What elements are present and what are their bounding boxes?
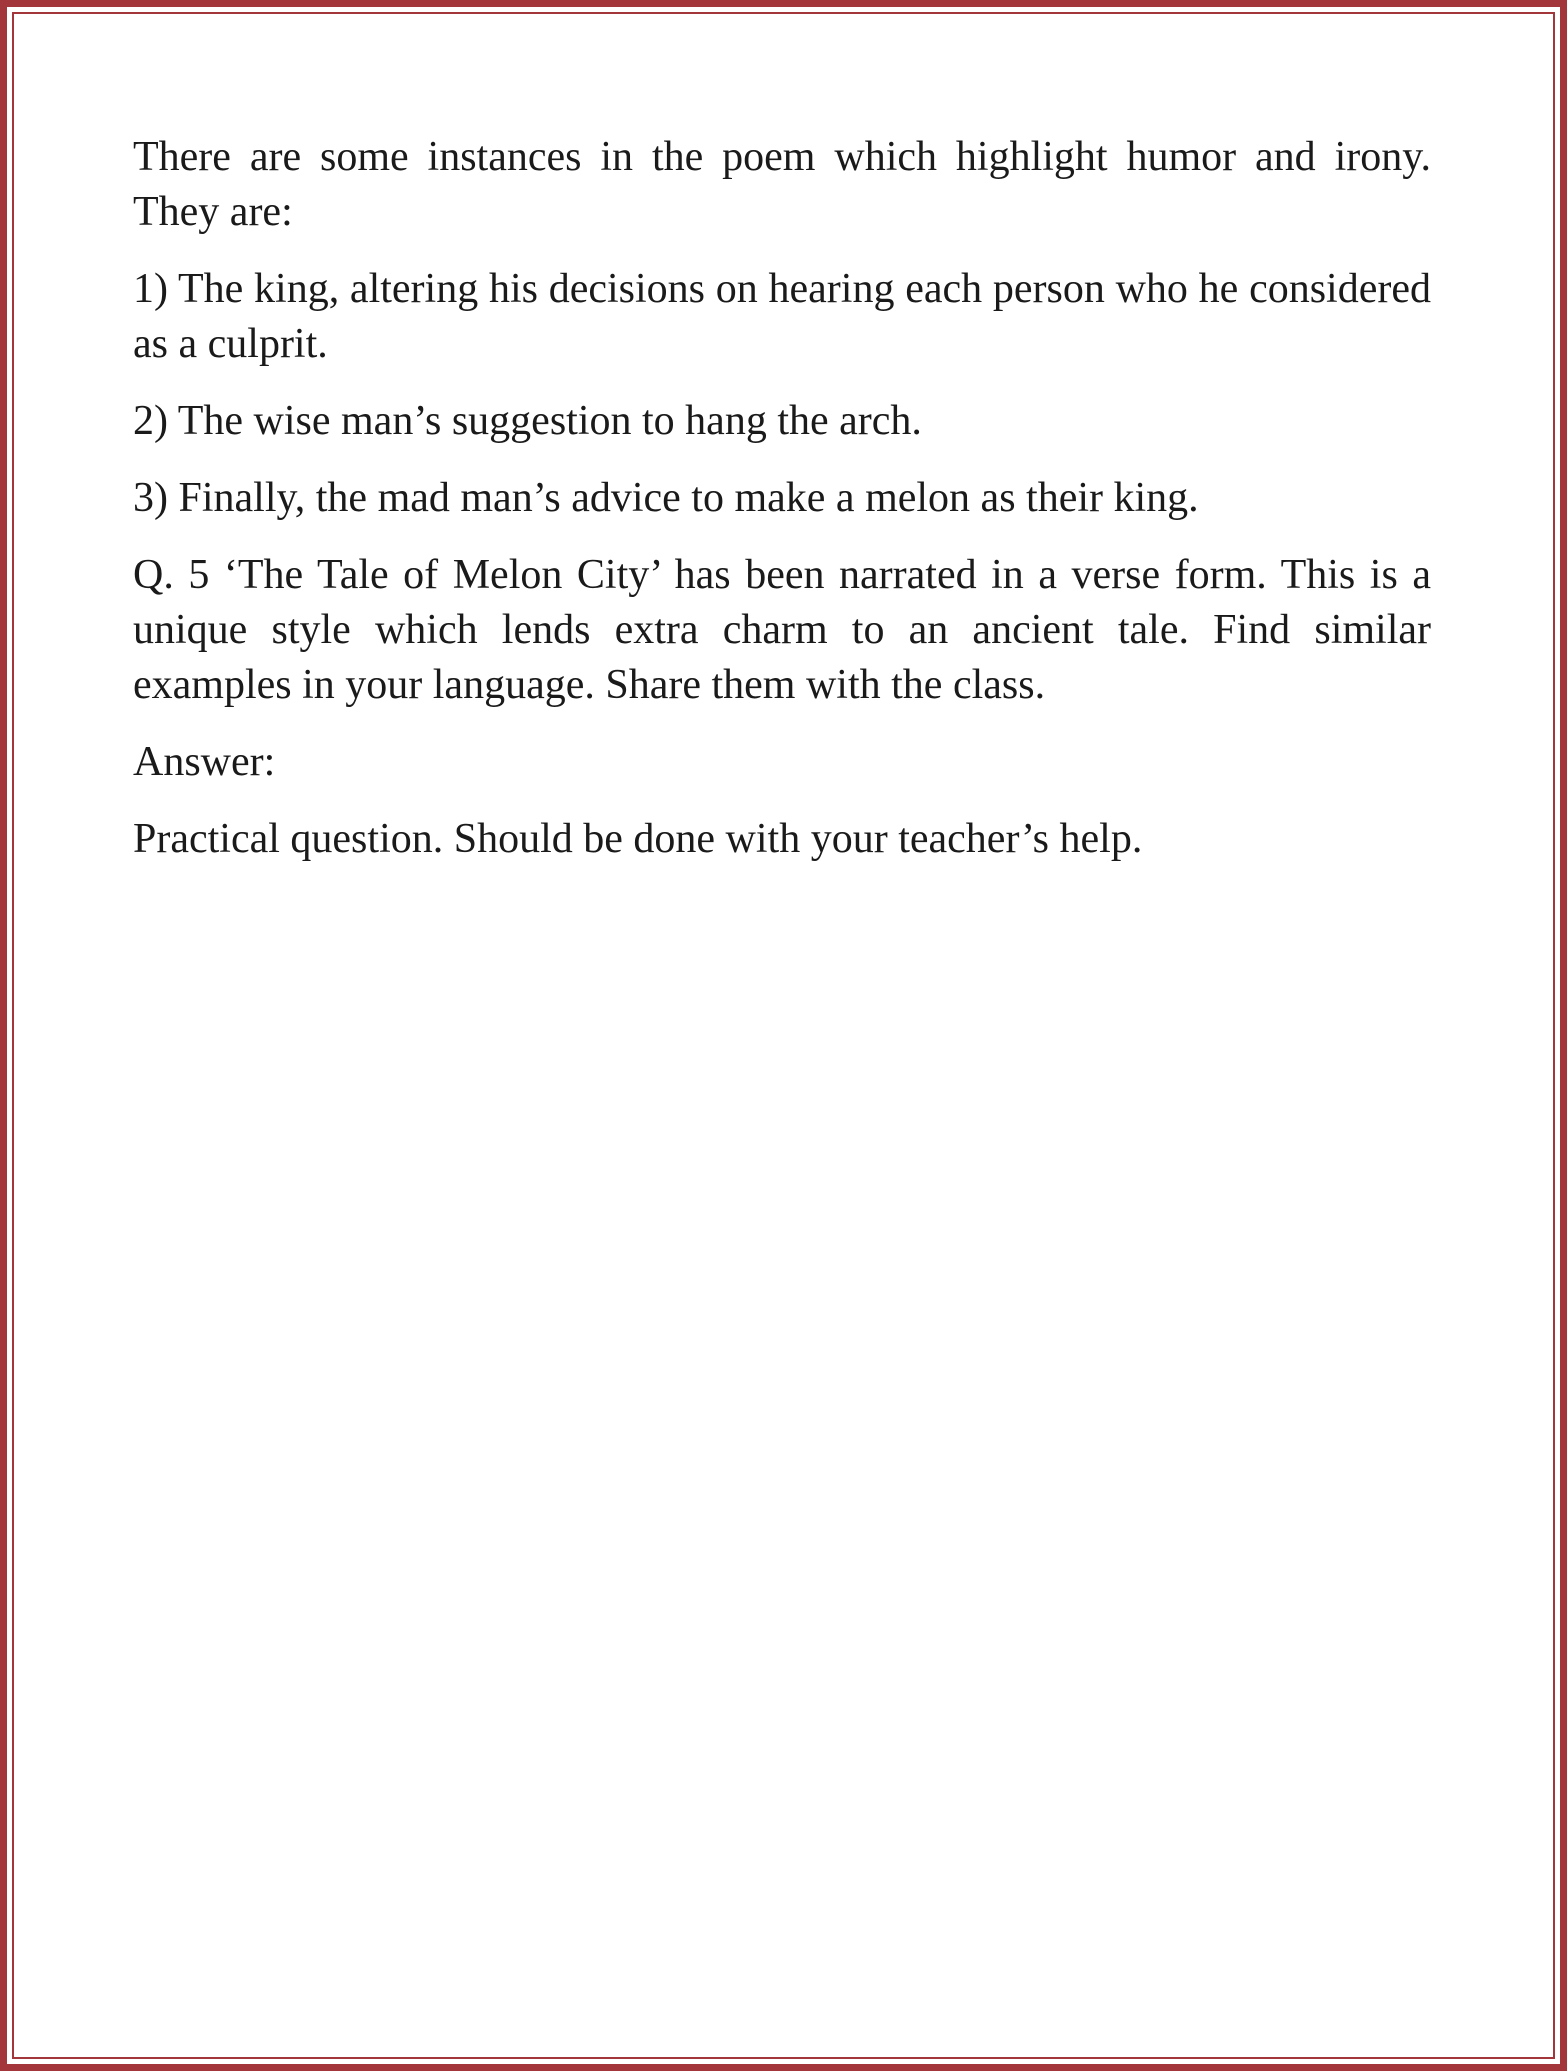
answer-text: Practical question. Should be done with your teacher’s help. [133,816,1143,862]
list-item-3: 3) Finally, the mad man’s advice to make a melon as their king. [133,475,1199,521]
answer-label: Answer: [133,739,276,785]
list-item-1: 1) The king, altering his decisions on hearing each person who he considered as a culprit. [133,266,1431,367]
intro-paragraph: There are some instances in the poem which highlight humor and irony. They are: [133,134,1431,235]
list-item-2: 2) The wise man’s suggestion to hang the arch. [133,398,922,444]
document-body [133,130,1431,889]
question-5: Q. 5 ‘The Tale of Melon City’ has been narrated in a verse form. This is a unique style which lends extra charm to an ancient tale. Find similar examples in your language. Share them with the class. [133,552,1431,708]
